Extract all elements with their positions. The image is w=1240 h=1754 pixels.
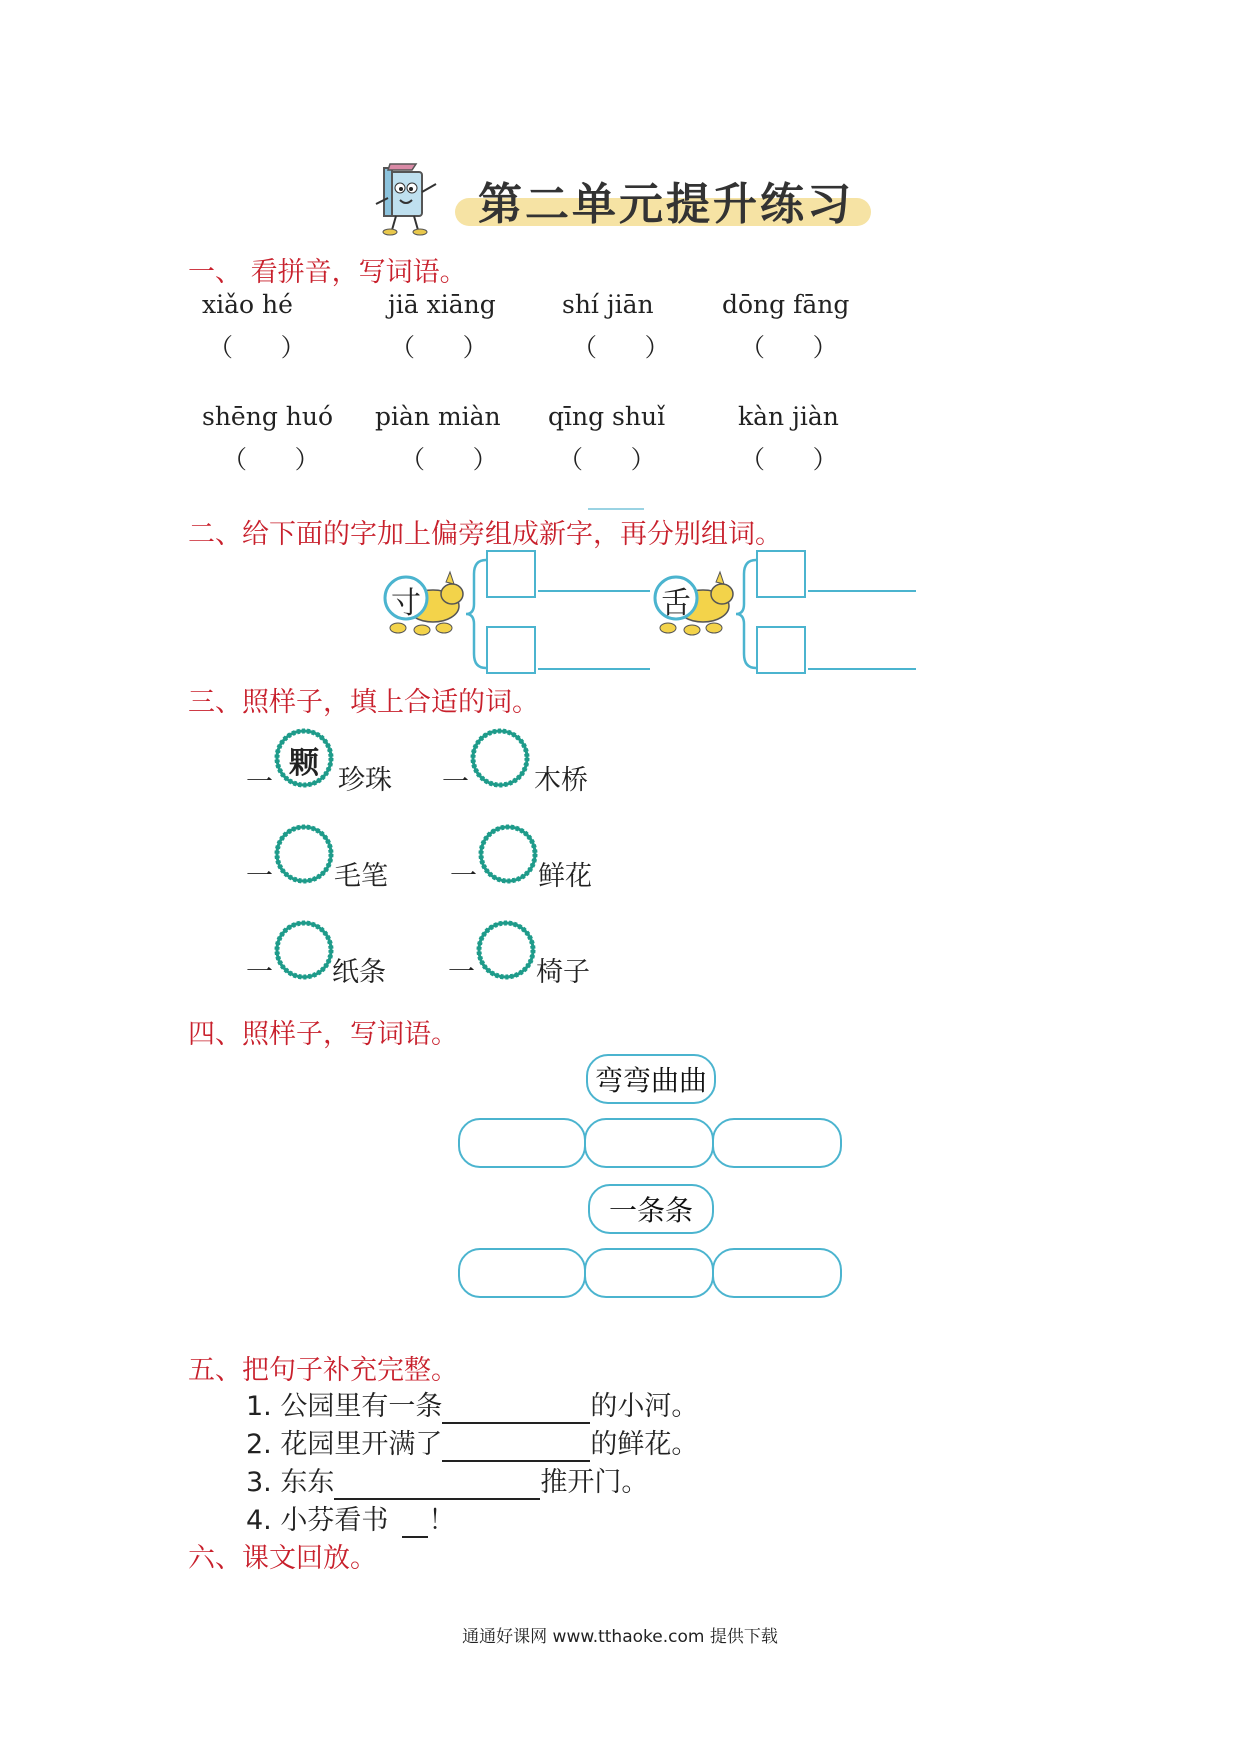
sentence-blank[interactable] <box>442 1391 590 1424</box>
sentence-end: ！ <box>428 1505 456 1536</box>
scalloped-ring-icon[interactable] <box>272 918 336 982</box>
char-box[interactable] <box>756 550 806 598</box>
sentence-blank[interactable] <box>402 1505 428 1538</box>
sentence-blank[interactable] <box>442 1429 590 1462</box>
answer-parentheses[interactable]: （ ） <box>558 445 656 474</box>
sentence-item <box>246 1460 648 1500</box>
pinyin: kàn jiàn <box>738 402 839 431</box>
answer-parentheses[interactable]: （ ） <box>740 445 838 474</box>
char-box[interactable] <box>486 550 536 598</box>
sentence-end: 的小河。 <box>590 1391 699 1422</box>
answer-pill[interactable] <box>584 1118 714 1168</box>
section-4-heading: 四、照样子，写词语。 <box>188 1019 458 1050</box>
answer-parentheses[interactable]: （ ） <box>390 333 488 362</box>
section-3-heading: 三、照样子，填上合适的词。 <box>188 687 539 718</box>
brace-icon <box>736 558 758 670</box>
radical-char: 舌 <box>661 586 691 621</box>
answer-parentheses[interactable]: （ ） <box>740 333 838 362</box>
scalloped-ring-icon[interactable] <box>476 822 540 886</box>
sentence-item <box>246 1384 698 1424</box>
answer-pill[interactable] <box>584 1248 714 1298</box>
answer-pill[interactable] <box>712 1118 842 1168</box>
section-5-heading: 五、把句子补充完整。 <box>188 1355 458 1386</box>
pinyin: piàn miàn <box>375 402 501 431</box>
char-box[interactable] <box>486 626 536 674</box>
sentence-start: 2. 花园里开满了 <box>246 1429 443 1460</box>
word-blank[interactable] <box>808 590 916 592</box>
title-mascot <box>370 158 450 238</box>
noun: 鲜花 <box>538 861 592 892</box>
measure-prefix: 一 <box>246 861 273 892</box>
answer-parentheses[interactable]: （ ） <box>572 333 670 362</box>
page-title: 第二单元提升练习 <box>478 179 854 230</box>
sentence-end: 推开门。 <box>540 1467 649 1498</box>
pinyin: shēng huó <box>202 402 334 431</box>
measure-prefix: 一 <box>450 861 477 892</box>
measure-prefix: 一 <box>448 957 475 988</box>
example-word-pill: 一条条 <box>588 1184 714 1234</box>
radical-char: 寸 <box>391 586 421 621</box>
sentence-blank[interactable] <box>334 1467 540 1500</box>
divider <box>588 508 644 510</box>
char-box[interactable] <box>756 626 806 674</box>
brace-icon <box>466 558 488 670</box>
sentence-item <box>246 1422 698 1462</box>
scalloped-ring-icon[interactable] <box>468 726 532 790</box>
noun: 珍珠 <box>338 765 392 796</box>
measure-prefix: 一 <box>442 767 469 798</box>
scalloped-ring-icon[interactable] <box>474 918 538 982</box>
dog-char-card <box>378 570 468 640</box>
pinyin: jiā xiāng <box>388 290 496 319</box>
pinyin: dōng fāng <box>722 290 850 319</box>
answer-parentheses[interactable]: （ ） <box>208 333 306 362</box>
pinyin: qīng shuǐ <box>548 402 666 431</box>
word-blank[interactable] <box>538 590 650 592</box>
sentence-start: 4. 小芬看书 <box>246 1505 389 1536</box>
word-blank[interactable] <box>808 668 916 670</box>
book-mascot-icon <box>370 158 450 238</box>
answer-pill[interactable] <box>458 1118 586 1168</box>
section-2-heading: 二、给下面的字加上偏旁组成新字，再分别组词。 <box>188 519 782 550</box>
sentence-start: 3. 东东 <box>246 1467 335 1498</box>
dog-char-card <box>648 570 738 640</box>
footer-source: 通通好课网 www.tthaoke.com 提供下载 <box>462 1627 778 1647</box>
example-word-pill: 弯弯曲曲 <box>586 1054 716 1104</box>
answer-parentheses[interactable]: （ ） <box>222 445 320 474</box>
example-measure-word: 颗 <box>289 746 319 781</box>
section-6-heading: 六、课文回放。 <box>188 1543 377 1574</box>
noun: 椅子 <box>536 957 590 988</box>
measure-prefix: 一 <box>246 957 273 988</box>
measure-prefix: 一 <box>246 767 273 798</box>
section-1-heading: 一、 看拼音，写词语。 <box>188 257 467 288</box>
answer-pill[interactable] <box>458 1248 586 1298</box>
sentence-start: 1. 公园里有一条 <box>246 1391 443 1422</box>
noun: 毛笔 <box>334 861 388 892</box>
answer-pill[interactable] <box>712 1248 842 1298</box>
sentence-end: 的鲜花。 <box>590 1429 699 1460</box>
pinyin: shí jiān <box>562 290 654 319</box>
word-blank[interactable] <box>538 668 650 670</box>
pinyin: xiǎo hé <box>202 290 293 319</box>
noun: 木桥 <box>534 765 588 796</box>
noun: 纸条 <box>332 957 386 988</box>
answer-parentheses[interactable]: （ ） <box>400 445 498 474</box>
scalloped-ring-icon[interactable] <box>272 822 336 886</box>
sentence-item <box>246 1498 455 1538</box>
